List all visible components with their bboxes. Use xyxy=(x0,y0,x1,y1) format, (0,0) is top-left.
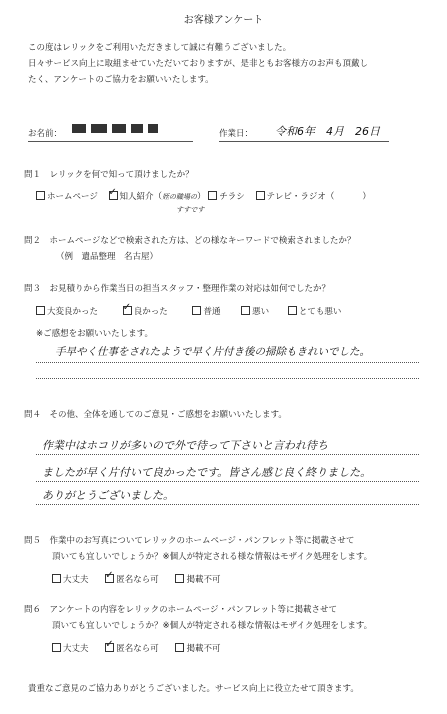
q5-options xyxy=(52,570,221,585)
q4-line-1 xyxy=(36,454,419,455)
q1-option-tv-radio[interactable]: テレビ・ラジオ（ ） xyxy=(256,192,371,202)
checkbox[interactable] xyxy=(175,574,184,583)
q6-options xyxy=(52,639,221,654)
survey-title: お客様アンケート xyxy=(183,15,264,26)
q4-comment-line-2: ましたが早く片付いて良かったです。皆さん感じ良く終りました。 xyxy=(42,466,372,479)
q1-referral-handwritten: 姪の職場の xyxy=(162,193,198,201)
name-label: お名前： xyxy=(28,129,63,139)
checkbox-checked[interactable] xyxy=(108,187,118,200)
q1-label: 問１ レリックを何で知って頂けましたか？ xyxy=(24,170,194,180)
q3-option-very-good[interactable]: 大変良かった xyxy=(36,307,98,317)
q1-handwritten-2: すすです xyxy=(176,206,205,214)
checkbox[interactable] xyxy=(208,191,217,200)
q4-label: 問４ その他、全体を通してのご意見・ご感想をお願いいたします。 xyxy=(24,410,287,420)
q6-option-ok[interactable]: 大丈夫 xyxy=(52,644,89,654)
q3-comment-label: ※ご感想をお願いいたします。 xyxy=(36,329,153,339)
check-mark-icon: ✓ xyxy=(105,639,114,650)
q3-option-bad[interactable]: 悪い xyxy=(241,307,269,317)
check-mark-icon: ✓ xyxy=(122,302,132,313)
checkbox[interactable] xyxy=(175,643,184,652)
name-redacted xyxy=(72,124,163,134)
q6-option-no[interactable]: 掲載不可 xyxy=(175,644,220,654)
q3-option-very-bad[interactable]: とても悪い xyxy=(288,307,342,317)
q1-options xyxy=(36,187,371,202)
date-value: 令和6年 4月 26日 xyxy=(275,125,380,138)
date-label: 作業日： xyxy=(219,129,254,139)
q6-option-anonymous[interactable]: ✓ 匿名なら可 xyxy=(105,639,159,654)
q3-comment: 手早やく仕事をされたようで早く片付き後の掃除もきれいでした。 xyxy=(55,346,370,358)
checkbox[interactable] xyxy=(36,191,45,200)
q3-options xyxy=(36,302,342,317)
q3-comment-line-2 xyxy=(36,378,419,379)
q5-label: 問５ 作業中のお写真についてレリックのホームページ・パンフレット等に掲載させて xyxy=(24,536,355,546)
footer-thanks: 貴重なご意見のご協力ありがとうございました。サービス向上に役立たせて頂きます。 xyxy=(28,684,359,694)
checkbox[interactable] xyxy=(52,643,61,652)
intro-line-3: たく、アンケートのご協力をお願いいたします。 xyxy=(28,75,214,85)
q2-label: 問２ ホームページなどで検索された方は、どの様なキーワードで検索されましたか？ xyxy=(24,236,356,246)
q4-comment-line-3: ありがとうございました。 xyxy=(42,489,174,502)
intro-line-2: 日々サービス向上に取組ませていただいておりますが、是非ともお客様方のお声も頂戴し xyxy=(28,59,369,69)
q1-option-flyer[interactable]: チラシ xyxy=(208,192,245,202)
q6-label-2: 頂いても宜しいでしょうか？※個人が特定される様な情報はモザイク処理をします。 xyxy=(52,621,373,631)
checkbox-checked[interactable] xyxy=(105,570,114,583)
checkbox[interactable] xyxy=(241,306,250,315)
check-mark-icon: ✓ xyxy=(108,187,117,198)
date-underline xyxy=(219,141,389,142)
q1-option-homepage[interactable]: ホームページ xyxy=(36,192,98,202)
q4-comment-line-1: 作業中はホコリが多いので外で待って下さいと言われ待ち xyxy=(42,439,328,452)
checkbox-checked[interactable] xyxy=(122,302,132,315)
checkbox[interactable] xyxy=(52,574,61,583)
q3-label: 問３ お見積りから作業当日の担当スタッフ・整理作業の対応は如何でしたか？ xyxy=(24,284,331,294)
q3-option-good[interactable]: ✓ 良かった xyxy=(122,302,168,317)
q4-line-2 xyxy=(36,481,419,482)
q5-option-ok[interactable]: 大丈夫 xyxy=(52,575,89,585)
q5-label-2: 頂いても宜しいでしょうか？※個人が特定される様な情報はモザイク処理をします。 xyxy=(52,552,373,562)
checkbox-checked[interactable] xyxy=(105,639,114,652)
q6-label: 問６ アンケートの内容をレリックのホームページ・パンフレット等に掲載させて xyxy=(24,605,338,615)
check-mark-icon: ✓ xyxy=(105,570,114,581)
q3-comment-line-1 xyxy=(36,362,419,363)
q1-option-referral[interactable]: ✓ 知人紹介（姪の職場の） xyxy=(108,187,206,202)
q2-example: （例 遺品整理 名古屋） xyxy=(56,252,159,262)
checkbox[interactable] xyxy=(256,191,265,200)
name-underline xyxy=(28,141,193,142)
checkbox[interactable] xyxy=(192,306,201,315)
checkbox[interactable] xyxy=(36,306,45,315)
intro-line-1: この度はレリックをご利用いただきまして誠に有難うございました。 xyxy=(28,43,292,53)
checkbox[interactable] xyxy=(288,306,297,315)
q5-option-anonymous[interactable]: ✓ 匿名なら可 xyxy=(105,570,159,585)
q5-option-no[interactable]: 掲載不可 xyxy=(175,575,220,585)
q4-line-3 xyxy=(36,504,419,505)
q3-option-normal[interactable]: 普通 xyxy=(192,307,220,317)
